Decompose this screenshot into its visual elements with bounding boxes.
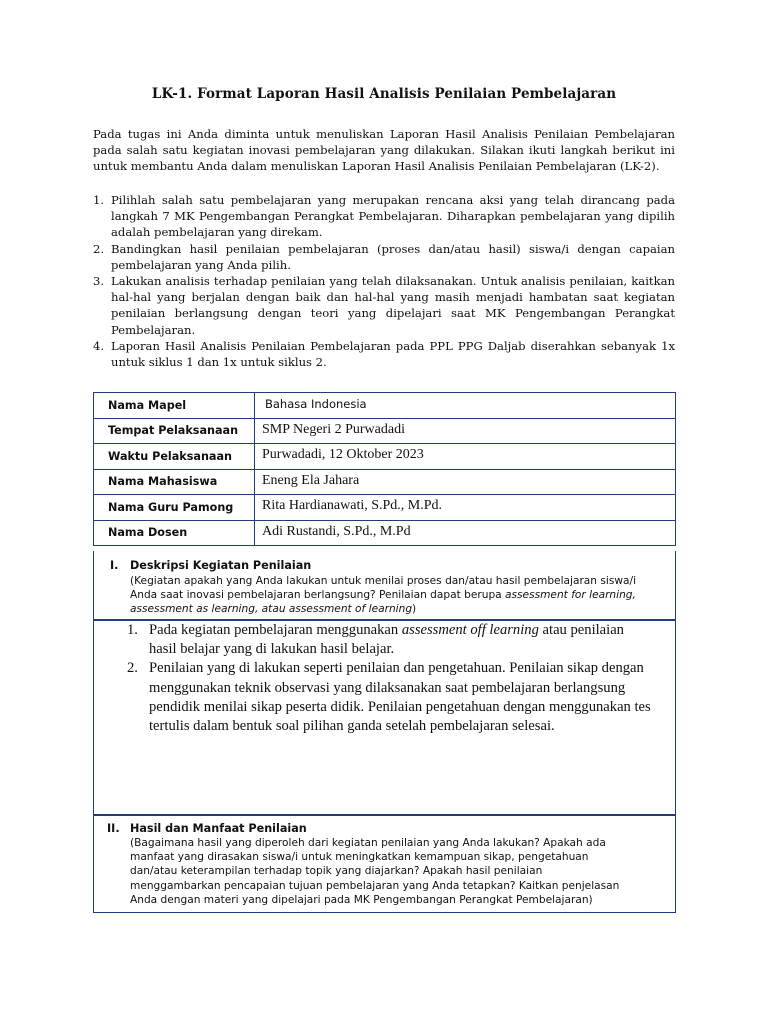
answer-number: 2.: [127, 660, 138, 677]
waktu-label: Waktu Pelaksanaan: [94, 444, 255, 470]
step-number: 2.: [93, 241, 105, 256]
step-item: [93, 241, 675, 273]
table-row: [94, 418, 676, 444]
table-row: [94, 495, 676, 521]
section-1-instruction: (Kegiatan apakah yang Anda lakukan untuk menilai proses dan/atau hasil pembelajaran siswa/i Anda saat inovasi pembelajaran berlangsung? Penilaian dapat berupa assessment for learning, assessment as learning, atau assessment of learning): [130, 575, 637, 616]
answer-item: 2. Penilaian yang di lakukan seperti penilaian dan pengetahuan. Penilaian sikap dengan menggunakan teknik observasi yang dilaksanakan saat pembelajaran berlangsung pendidik menilai sikap peserta didik. Penilaian pengetahuan dengan menggunakan tes tertulis dalam bentuk soal pilihan ganda setelah pembelajaran selesai.: [127, 660, 651, 735]
intro-paragraph: Pada tugas ini Anda diminta untuk menuliskan Laporan Hasil Analisis Penilaian Pembelajaran pada salah satu kegiatan inovasi pembelajaran yang dilakukan. Silakan ikuti langkah berikut ini untuk membantu Anda dalam menuliskan Laporan Hasil Analisis Penilaian Pembelajaran (LK-2).: [93, 127, 675, 174]
step-text: Bandingkan hasil penilaian pembelajaran (proses dan/atau hasil) siswa/i dengan capaian pembelajaran yang Anda pilih.: [111, 241, 675, 272]
step-number: 1.: [93, 193, 105, 207]
section-2-header: [93, 815, 676, 913]
table-row: [94, 469, 676, 495]
section-2-instruction: (Bagaimana hasil yang diperoleh dari kegiatan penilaian yang Anda lakukan? Apakah ada manfaat yang dirasakan siswa/i untuk meningkatkan kemampuan sikap, pengetahuan dan/atau keterampilan terhadap topik yang diajarkan? Apakah hasil penilaian menggambarkan pencapaian tujuan pembelajaran yang Anda tetapkan? Kaitkan penjelasan Anda dengan materi yang dipelajari pada MK Pengembangan Perangkat Pembelajaran): [130, 837, 620, 906]
guru-pamong-value: Rita Hardianawati, S.Pd., M.Pd.: [255, 495, 676, 521]
table-row: [94, 520, 676, 546]
answer-number: 1.: [127, 622, 138, 638]
step-number: 4.: [93, 338, 105, 353]
section-1-answer: [93, 620, 676, 815]
answer-list: [127, 621, 655, 736]
section-1-header: [93, 551, 676, 620]
step-item: [93, 338, 675, 370]
section-2-heading: Hasil dan Manfaat Penilaian: [130, 822, 307, 835]
mapel-label: Nama Mapel: [94, 393, 255, 419]
step-text: Pilihlah salah satu pembelajaran yang merupakan rencana aksi yang telah dirancang pada langkah 7 MK Pengembangan Perangkat Pembelajaran. Diharapkan pembelajaran yang dipilih adalah pembelajaran yang direkam.: [111, 193, 675, 240]
section-1-number: I.: [110, 559, 119, 572]
step-number: 3.: [93, 274, 105, 289]
dosen-label: Nama Dosen: [94, 520, 255, 546]
step-text: Laporan Hasil Analisis Penilaian Pembelajaran pada PPL PPG Daljab diserahkan sebanyak 1x untuk siklus 1 dan 1x untuk siklus 2.: [111, 338, 675, 370]
guru-pamong-label: Nama Guru Pamong: [94, 495, 255, 521]
answer-item: 1. Pada kegiatan pembelajaran menggunakan assessment off learning atau penilaian hasil belajar yang di lakukan hasil belajar.: [127, 622, 624, 658]
step-text: Lakukan analisis terhadap penilaian yang telah dilaksanakan. Untuk analisis penilaian, kaitkan hal-hal yang berjalan dengan baik dan hal-hal yang masih menjadi hambatan saat kegiatan penilaian berlangsung dengan teori yang dipelajari saat MK Pengembangan Perangkat Pembelajaran.: [111, 274, 675, 337]
table-row: [94, 444, 676, 470]
mapel-value: Bahasa Indonesia: [255, 393, 676, 419]
instruction-steps: [93, 192, 675, 370]
mahasiswa-value: Eneng Ela Jahara: [255, 469, 676, 495]
step-item: [93, 273, 675, 338]
document-title: LK-1. Format Laporan Hasil Analisis Penilaian Pembelajaran: [151, 86, 617, 102]
tempat-value: SMP Negeri 2 Purwadadi: [255, 418, 676, 444]
step-item: [93, 192, 675, 241]
tempat-label: Tempat Pelaksanaan: [94, 418, 255, 444]
waktu-value: Purwadadi, 12 Oktober 2023: [255, 444, 676, 470]
identity-table: [93, 392, 676, 546]
table-row: [94, 393, 676, 419]
dosen-value: Adi Rustandi, S.Pd., M.Pd: [255, 520, 676, 546]
section-1-heading: Deskripsi Kegiatan Penilaian: [130, 559, 312, 572]
section-2-number: II.: [107, 822, 120, 835]
mahasiswa-label: Nama Mahasiswa: [94, 469, 255, 495]
